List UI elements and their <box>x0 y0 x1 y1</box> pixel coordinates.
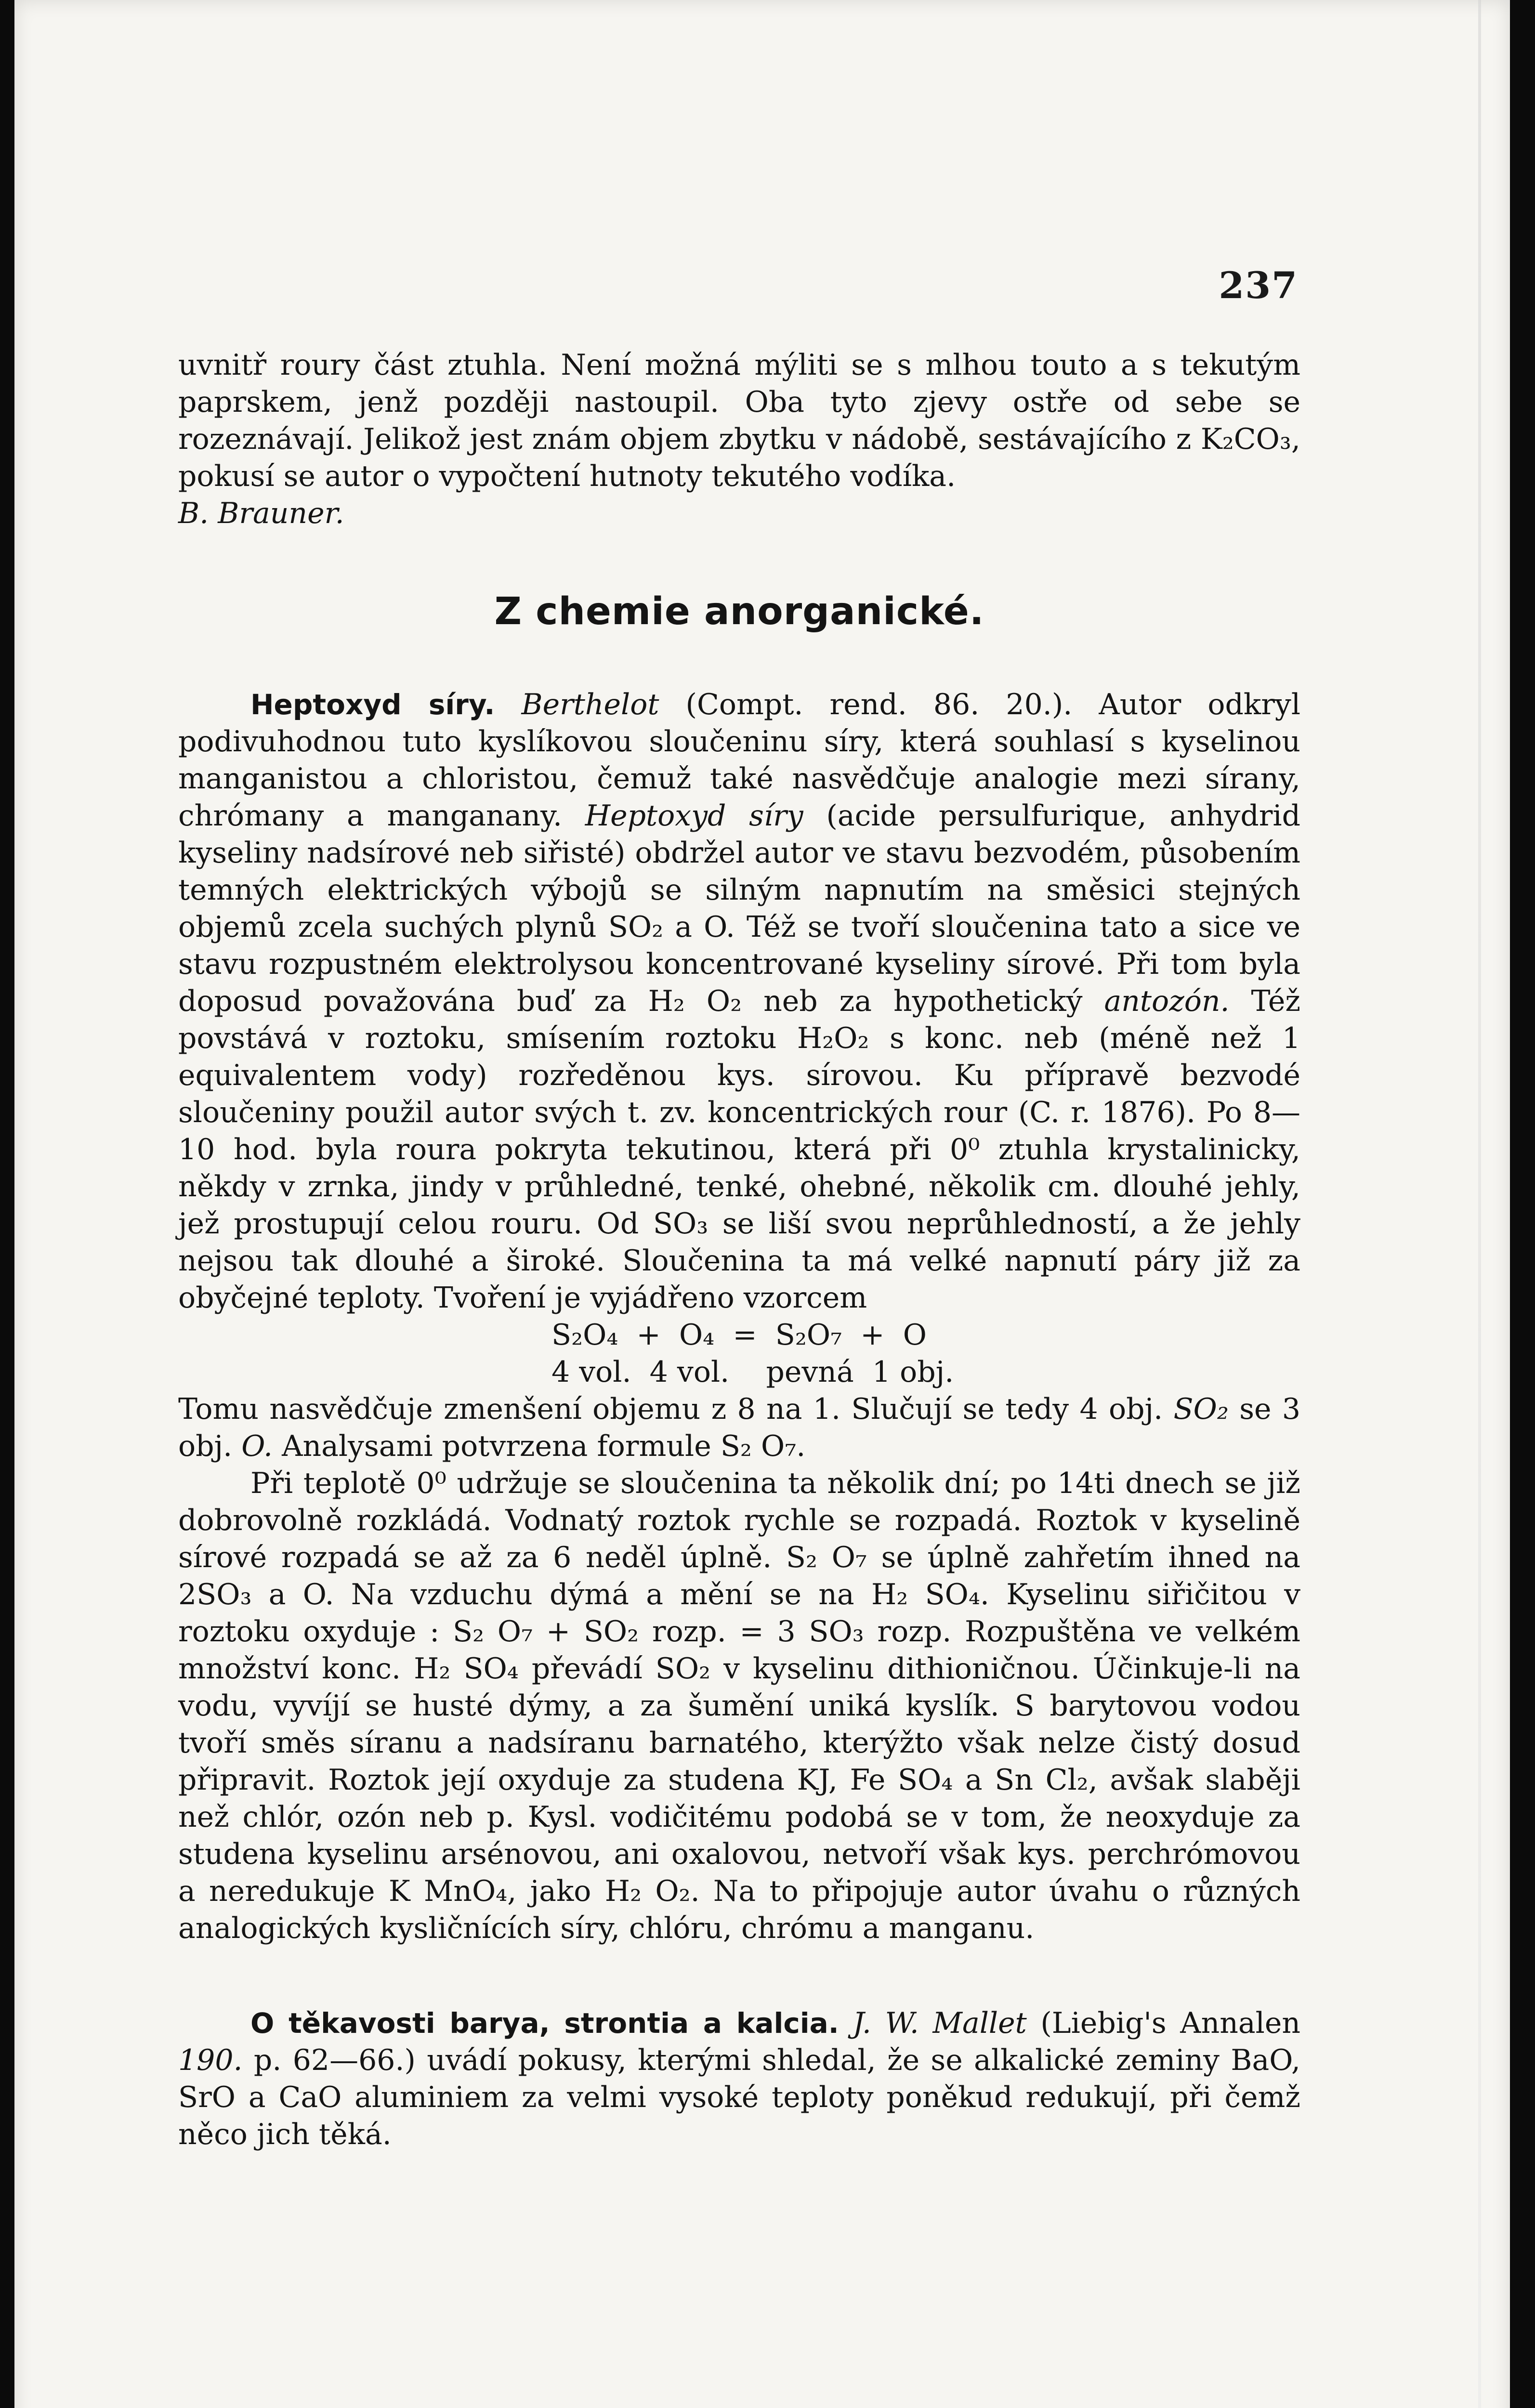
article1-p2-o: O. <box>241 1429 273 1463</box>
equation-formula: S₂O₄ + O₄ = S₂O₇ + O <box>551 1318 927 1352</box>
article1-p2-text-a: Tomu nasvědčuje zmenšení objemu z 8 na 1. Slučují se tedy 4 obj. <box>178 1392 1163 1426</box>
article1-term: Heptoxyd síry <box>585 799 803 833</box>
article1-text-b: (acide persulfurique, anhydrid kyseliny nadsírové neb siřisté) obdržel autor ve stavu bezvodém, působením temných elektrických výbojů se silným napnutím na směsici stejných objemů zcela suchých plynů SO₂ a O. Též se tvoří sloučenina tato a sice ve stavu rozpustném elektrolysou koncentrované kyseliny sírové. Při tom byla doposud považována buď za H₂ O₂ neb za hypothetický <box>178 799 1301 1018</box>
article2-ref-b: p. 62—66.) uvádí pokusy, kterými shledal, že se alkalické zeminy BaO, SrO a CaO aluminiem za velmi vysoké teploty poněkud redukují, při čemž něco jich těká. <box>178 2043 1300 2151</box>
article1-text-a: Autor odkryl podivuhodnou tuto kyslíkovou sloučeninu síry, která souhlasí s kyselinou manganistou a chloristou, čemuž také nasvědčuje analogie mezi sírany, chrómany a manganany. <box>178 688 1301 833</box>
page-number: 237 <box>1219 264 1298 307</box>
intro-paragraph: uvnitř roury část ztuhla. Není možná mýliti se s mlhou touto a s tekutým paprskem, jenž později nastoupil. Oba tyto zjevy ostře od sebe se rozeznávají. Jelikož jest znám objem zbytku v nádobě, sestávajícího z K₂CO₃, pokusí se autor o vypočtení hutnoty tekutého vodíka. <box>178 348 1300 493</box>
article1-text-c: Též povstává v roztoku, smísením roztoku H₂O₂ s konc. neb (méně než 1 equivalentem vody) rozředěnou kys. sírovou. Ku přípravě bezvodé sloučeniny použil autor svých t. zv. koncentrických rour (C. r. 1876). Po 8—10 hod. byla roura pokryta tekutinou, která při 0⁰ ztuhla krystalinicky, někdy v zrnka, jindy v průhledné, tenké, ohebné, několik cm. dlouhé jehly, jež prostupují celou rouru. Od SO₃ se liší svou neprůhledností, a že jehly nejsou tak dlouhé a široké. Sloučenina ta má velké napnutí páry již za obyčejné teploty. Tvoření je vyjádřeno vzorcem <box>178 984 1301 1315</box>
page-content <box>178 347 1300 2153</box>
article2-ref-volume: 190. <box>178 2043 243 2077</box>
intro-signature: B. Brauner. <box>178 497 344 530</box>
article1-paragraph3: Při teplotě 0⁰ udržuje se sloučenina ta několik dní; po 14ti dnech se již dobrovolně rozkládá. Vodnatý roztok rychle se rozpadá. Roztok v kyselině sírové rozpadá se až za 6 neděl úplně. S₂ O₇ se úplně zahřetím ihned na 2SO₃ a O. Na vzduchu dýmá a mění se na H₂ SO₄. Kyselinu siřičitou v roztoku oxyduje : S₂ O₇ + SO₂ rozp. = 3 SO₃ rozp. Rozpuštěna ve velkém množství konc. H₂ SO₄ převádí SO₂ v kyselinu dithioničnou. Účinkuje-li na vodu, vyvíjí se husté dýmy, a za šumění uniká kyslík. S barytovou vodou tvoří směs síranu a nadsíranu barnatého, kterýžto však nelze čistý dosud připravit. Roztok její oxyduje za studena KJ, Fe SO₄ a Sn Cl₂, avšak slaběji než chlór, ozón neb p. Kysl. vodičitému podobá se v tom, že neoxyduje za studena kyselinu arsénovou, ani oxalovou, netvoří však kys. perchrómovou a neredukuje K MnO₄, jako H₂ O₂. Na to připojuje autor úvahu o různých analogických kysličnících síry, chlóru, chrómu a manganu. <box>178 1466 1300 1945</box>
article1-lead: Heptoxyd síry. <box>250 688 495 721</box>
article1-term2: antozón. <box>1104 984 1230 1018</box>
equation-volumes: 4 vol. 4 vol. pevná 1 obj. <box>551 1355 954 1389</box>
article1-paragraph2 <box>178 1391 1300 1465</box>
article1-paragraph1 <box>178 686 1300 1317</box>
article1-p2-text-c: Analysami potvrzena formule S₂ O₇. <box>282 1429 806 1463</box>
article1-p2-so2: SO₂ <box>1173 1392 1229 1426</box>
article2-lead: O těkavosti barya, strontia a kalcia. <box>250 2007 839 2040</box>
article2-ref-a: (Liebig's Annalen <box>1040 2006 1301 2040</box>
article-gap <box>178 1947 1300 2005</box>
article1-author: Berthelot <box>521 688 659 721</box>
scan-edge <box>1478 0 1481 2408</box>
article2-paragraph <box>178 2005 1300 2153</box>
article2-author: J. W. Mallet <box>853 2006 1027 2040</box>
article1-ref: (Compt. rend. 86. 20.). <box>685 688 1073 721</box>
article1-p2-text-b: se 3 obj. <box>178 1392 1301 1463</box>
page-sheet <box>14 0 1510 2408</box>
section-title: Z chemie anorganické. <box>494 590 984 633</box>
reaction-equation <box>446 1317 1033 1391</box>
